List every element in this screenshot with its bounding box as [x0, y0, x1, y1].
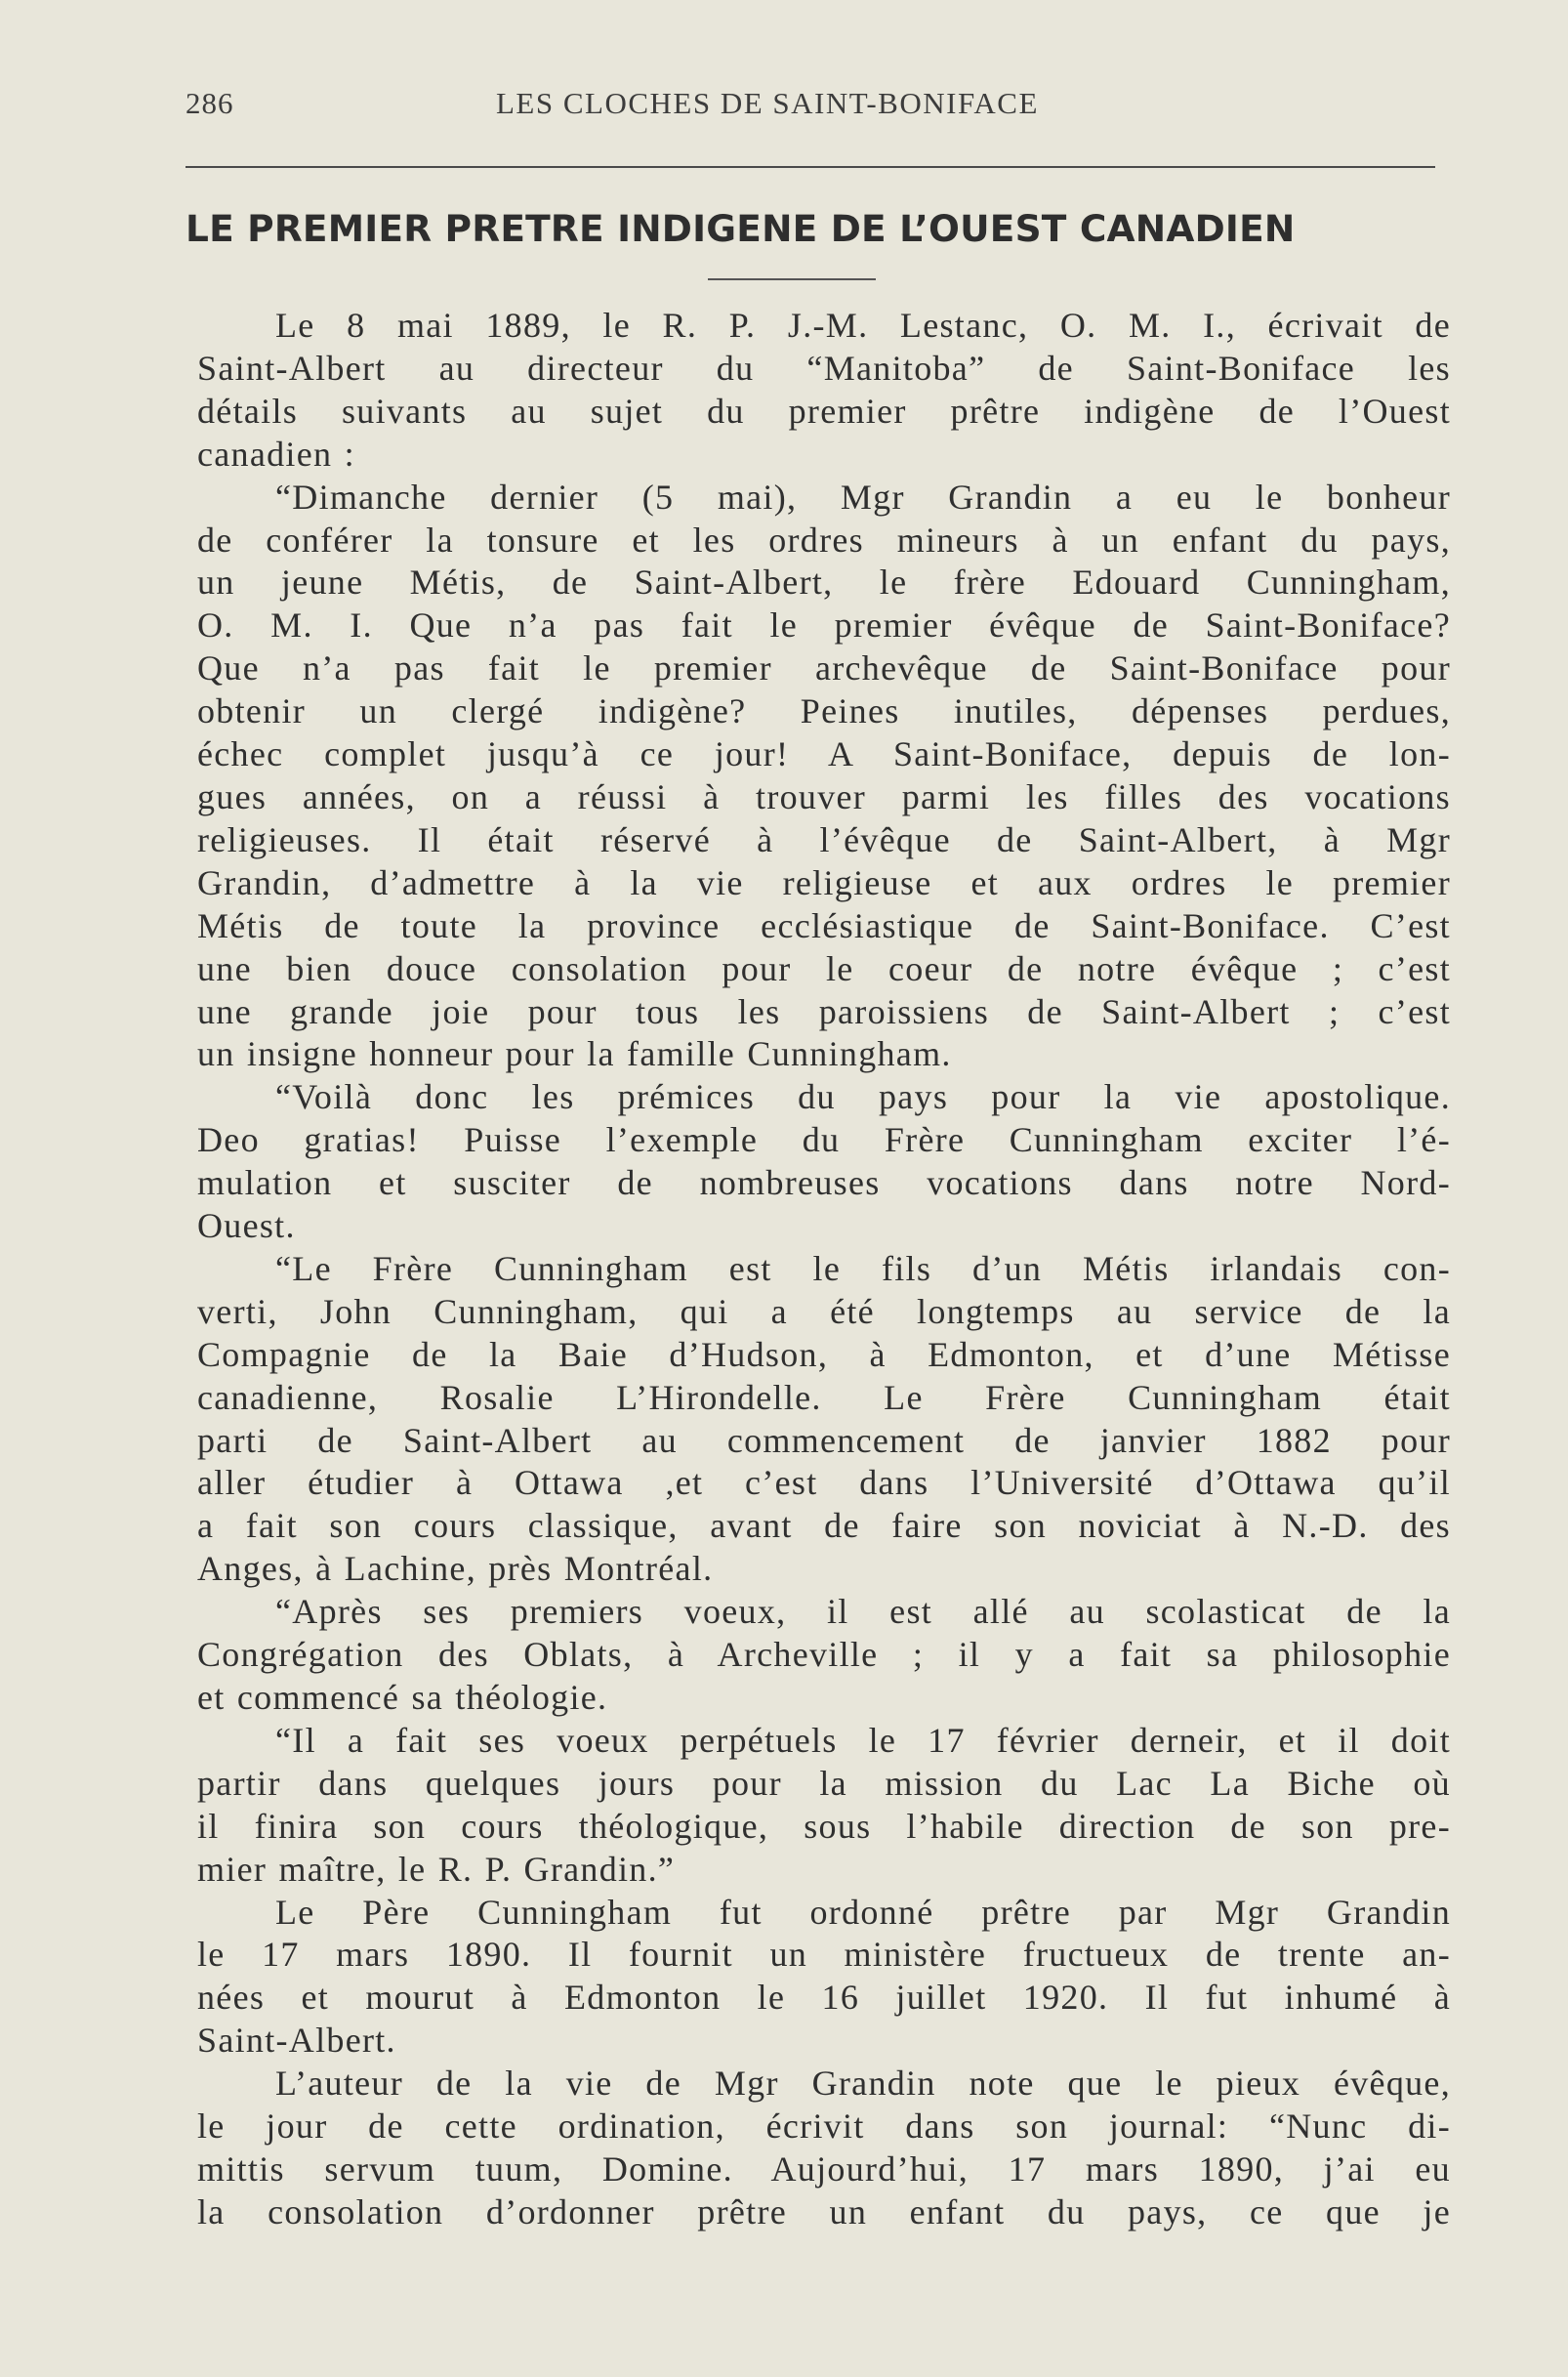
text-line: Compagnie de la Baie d’Hudson, à Edmonton, et d’une Métisse [197, 1334, 1451, 1374]
text-line: il finira son cours théologique, sous l’habile direction de son pre- [197, 1806, 1451, 1846]
text-line: parti de Saint-Albert au commencement de janvier 1882 pour [197, 1420, 1451, 1460]
page-number: 286 [186, 86, 234, 120]
text-line: le jour de cette ordination, écrivit dans son journal: “Nunc di- [197, 2106, 1451, 2147]
text-line: obtenir un clergé indigène? Peines inutiles, dépenses perdues, [197, 691, 1451, 731]
paragraph [197, 1591, 1451, 1720]
text-line: mittis servum tuum, Domine. Aujourd’hui, 17 mars 1890, j’ai eu [197, 2148, 1451, 2189]
text-line: Le 8 mai 1889, le R. P. J.-M. Lestanc, O. M. I., écrivait de [275, 306, 1451, 345]
running-title: LES CLOCHES DE SAINT-BONIFACE [496, 86, 1039, 120]
text-line: partir dans quelques jours pour la mission du Lac La Biche où [197, 1763, 1451, 1803]
text-line: mulation et susciter de nombreuses vocations dans notre Nord- [197, 1163, 1451, 1203]
text-line: un insigne honneur pour la famille Cunningham. [197, 1034, 952, 1074]
text-line: une bien douce consolation pour le coeur de notre évêque ; c’est [197, 948, 1451, 988]
text-line: L’auteur de la vie de Mgr Grandin note que le pieux évêque, [275, 2064, 1451, 2104]
text-line: religieuses. Il était réservé à l’évêque de Saint-Albert, à Mgr [197, 819, 1451, 859]
text-line: a fait son cours classique, avant de faire son noviciat à N.-D. des [197, 1506, 1451, 1546]
text-line: gues années, on a réussi à trouver parmi les filles des vocations [197, 776, 1451, 816]
text-line: une grande joie pour tous les paroissiens de Saint-Albert ; c’est [197, 991, 1451, 1031]
text-line: Le Père Cunningham fut ordonné prêtre par Mgr Grandin [275, 1892, 1451, 1932]
article-title: LE PREMIER PRETRE INDIGENE DE L’OUEST CANADIEN [186, 207, 1296, 250]
paragraph [197, 477, 1451, 1077]
paragraph [197, 1076, 1451, 1248]
text-line: O. M. I. Que n’a pas fait le premier évêque de Saint-Boniface? [197, 605, 1451, 646]
text-line: “Dimanche dernier (5 mai), Mgr Grandin a eu le bonheur [275, 477, 1451, 517]
text-line: nées et mourut à Edmonton le 16 juillet 1920. Il fut inhumé à [197, 1978, 1451, 2018]
text-line: Congrégation des Oblats, à Archeville ; il y a fait sa philosophie [197, 1635, 1451, 1675]
text-line: le 17 mars 1890. Il fournit un ministère fructueux de trente an- [197, 1935, 1451, 1975]
text-line: de conférer la tonsure et les ordres mineurs à un enfant du pays, [197, 520, 1451, 560]
text-line: Deo gratias! Puisse l’exemple du Frère Cunningham exciter l’é- [197, 1120, 1451, 1160]
text-line: “Le Frère Cunningham est le fils d’un Métis irlandais con- [275, 1248, 1451, 1288]
article-body [197, 305, 1451, 2234]
text-line: la consolation d’ordonner prêtre un enfant du pays, ce que je [197, 2191, 1451, 2231]
text-line: Grandin, d’admettre à la vie religieuse et aux ordres le premier [197, 862, 1451, 902]
text-line: mier maître, le R. P. Grandin.” [197, 1849, 676, 1889]
running-head [186, 86, 1435, 135]
paragraph [197, 2063, 1451, 2234]
paragraph [197, 1892, 1451, 2064]
text-line: canadien : [197, 434, 355, 474]
title-rule [708, 278, 876, 280]
text-line: Saint-Albert au directeur du “Manitoba” de Saint-Boniface les [197, 348, 1451, 388]
header-rule [186, 166, 1435, 168]
paragraph [197, 305, 1451, 477]
text-line: Anges, à Lachine, près Montréal. [197, 1549, 714, 1589]
text-line: verti, John Cunningham, qui a été longtemps au service de la [197, 1291, 1451, 1331]
text-line: échec complet jusqu’à ce jour! A Saint-Boniface, depuis de lon- [197, 734, 1451, 774]
text-line: Que n’a pas fait le premier archevêque de Saint-Boniface pour [197, 648, 1451, 688]
paragraph [197, 1720, 1451, 1892]
text-line: “Il a fait ses voeux perpétuels le 17 février derneir, et il doit [275, 1720, 1451, 1760]
text-line: Saint-Albert. [197, 2021, 396, 2061]
text-line: et commencé sa théologie. [197, 1678, 608, 1717]
text-line: “Après ses premiers voeux, il est allé au scolasticat de la [275, 1592, 1451, 1632]
text-line: Métis de toute la province ecclésiastique de Saint-Boniface. C’est [197, 905, 1451, 945]
text-line: “Voilà donc les prémices du pays pour la vie apostolique. [275, 1077, 1451, 1117]
text-line: Ouest. [197, 1206, 296, 1246]
text-line: aller étudier à Ottawa ,et c’est dans l’Université d’Ottawa qu’il [197, 1463, 1451, 1503]
text-line: détails suivants au sujet du premier prêtre indigène de l’Ouest [197, 391, 1451, 431]
text-line: canadienne, Rosalie L’Hirondelle. Le Frère Cunningham était [197, 1377, 1451, 1417]
paragraph [197, 1248, 1451, 1591]
text-line: un jeune Métis, de Saint-Albert, le frère Edouard Cunningham, [197, 563, 1451, 603]
